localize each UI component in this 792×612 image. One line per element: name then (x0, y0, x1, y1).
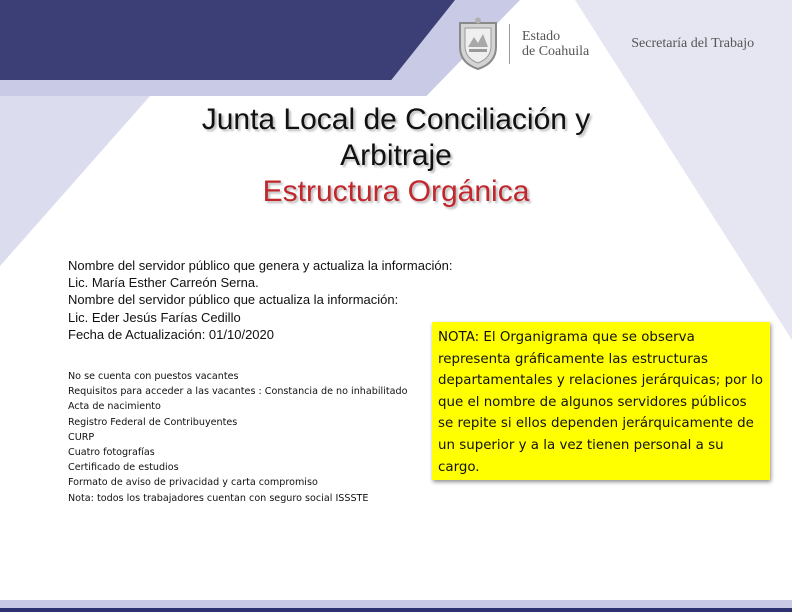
title-line-2: Arbitraje (340, 139, 452, 172)
title-line-3: Estructura Orgánica (262, 175, 530, 208)
list-item: Acta de nacimiento (68, 401, 161, 413)
government-logo (455, 14, 754, 74)
genera-label: Nombre del servidor público que genera y actualiza la información: (68, 258, 453, 273)
list-item: Certificado de estudios (68, 462, 179, 474)
note-text: El Organigrama que se observa representa gráficamente las estructuras departamentales y relaciones jerárquicas; por lo que el nombre de algunos servidores públicos se repite si ellos dependen jerárquicamente de un superior y a la vez tienen personal a su cargo. (438, 330, 763, 475)
note-box (432, 322, 770, 480)
page-title (0, 102, 792, 210)
estado-label: Estado de Coahuila (522, 29, 590, 59)
requirements-list (68, 369, 407, 506)
list-item: CURP (68, 431, 95, 443)
note-label: NOTA: (438, 330, 480, 345)
list-item: Cuatro fotografías (68, 447, 155, 459)
list-item: Nota: todos los trabajadores cuentan con seguro social ISSSTE (68, 492, 369, 504)
list-item: Registro Federal de Contribuyentes (68, 416, 238, 428)
footer-band-dark (0, 608, 792, 612)
list-item: Formato de aviso de privacidad y carta compromiso (68, 477, 318, 489)
list-item: No se cuenta con puestos vacantes (68, 371, 239, 382)
coat-of-arms-icon (455, 17, 501, 71)
update-date-value: : 01/10/2020 (201, 326, 274, 342)
update-date (68, 326, 452, 343)
responsible-info (68, 257, 452, 343)
footer-band-light (0, 600, 792, 608)
secretaria-label: Secretaría del Trabajo (631, 36, 755, 51)
logo-divider (509, 24, 510, 64)
list-item: Requisitos para acceder a las vacantes : Constancia de no inhabilitado (68, 386, 408, 398)
header-band-dark (0, 0, 455, 80)
title-line-1: Junta Local de Conciliación y (201, 103, 591, 136)
actualiza-name: Lic. Eder Jesús Farías Cedillo (68, 309, 241, 325)
actualiza-label: Nombre del servidor público que actualiza la información: (68, 292, 399, 308)
update-date-label: Fecha de Actualización (68, 326, 202, 342)
genera-name: Lic. María Esther Carreón Serna. (68, 275, 259, 291)
